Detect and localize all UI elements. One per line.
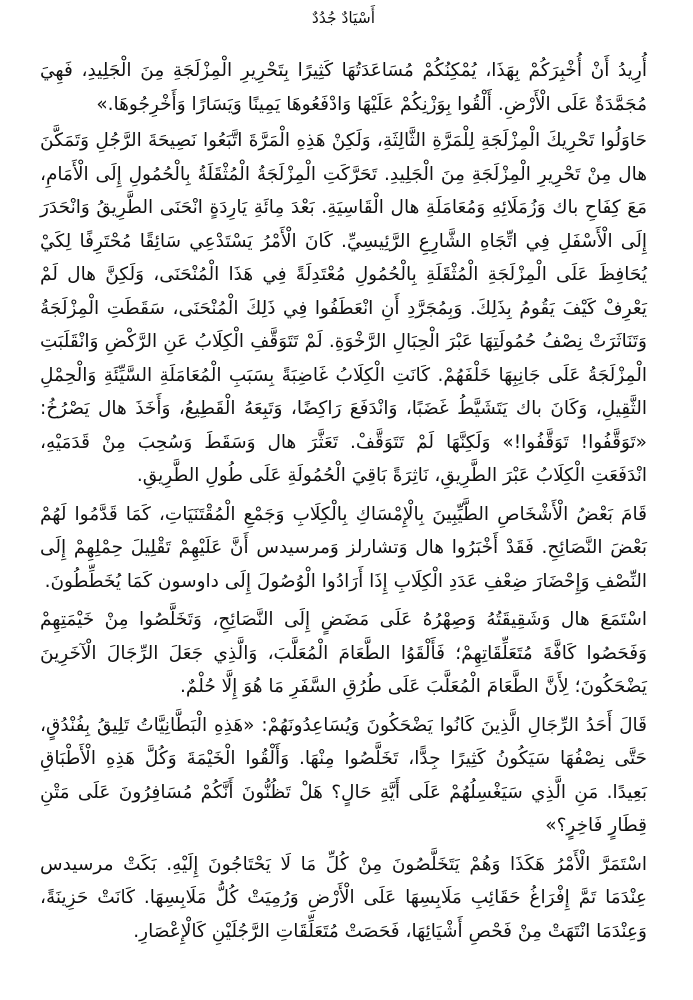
paragraph-5: قَالَ أَحَدُ الرِّجَالِ الَّذِينَ كَانُوا يَضْحَكُونَ وَيُسَاعِدُونَهُمْ: «هَذِهِ الْبَطَّانِيَّاتُ تَلِيقُ بِفُنْدُقٍ، حَتَّى نِصْفُهَا سَيَكُونُ كَثِيرًا جِدًّا، تَخَلَّصُوا مِنْهَا. وَأَلْقُوا الْخَيْمَةَ وَكُلَّ هَذِهِ الْأَطْبَاقِ بَعِيدًا. مَنِ الَّذِي سَيَغْسِلُهُمْ عَلَى أَيَّةِ حَالٍ؟ هَلْ تَظُنُّونَ أَنَّكُمْ مُسَافِرُونَ عَلَى مَتْنِ قِطَارٍ فَاخِرٍ؟» [40, 714, 647, 836]
paragraph-1: أُرِيدُ أَنْ أُخْبِرَكُمْ بِهَذَا، يُمْكِنُكُمْ مُسَاعَدَتُهَا كَثِيرًا بِتَحْرِيرِ الْمِزْلَجَةِ مِنَ الْجَلِيدِ، فَهِيَ مُجَمَّدَةٌ عَلَى الْأَرْضِ. أَلْقُوا بِوَزْنِكُمْ عَلَيْهَا وَادْفَعُوهَا يَمِينًا وَيَسَارًا وَأَخْرِجُوهَا.» [40, 60, 647, 115]
paragraph-4: اسْتَمَعَ هال وَشَقِيقَتُهُ وَصِهْرُهُ عَلَى مَضَضٍ إِلَى النَّصَائِحِ، وَتَخَلَّصُوا مِنْ خَيْمَتِهِمْ وَفَحَصُوا كَافَّةَ مُتَعَلِّقَاتِهِمْ؛ فَأَلْقَوُا الطَّعَامَ الْمُعَلَّبَ، وَالَّذِي جَعَلَ الرِّجَالَ الْآخَرِينَ يَضْحَكُونَ؛ لِأَنَّ الطَّعَامَ الْمُعَلَّبَ عَلَى طُرُقِ السَّفَرِ مَا هُوَ إِلَّا حُلْمٌ. [40, 609, 647, 697]
running-header: أَسْيَادٌ جُدُدٌ [311, 9, 376, 27]
paragraph-6: اسْتَمَرَّ الْأَمْرُ هَكَذَا وَهُمْ يَتَخَلَّصُونَ مِنْ كُلِّ مَا لَا يَحْتَاجُونَ إِلَيْهِ. بَكَتْ مرسيدس عِنْدَمَا تَمَّ إِفْرَاغُ حَقَائِبِ مَلَابِسِهَا عَلَى الْأَرْضِ وَرُمِيَتْ كُلُّ مَلَابِسِهَا. كَانَتْ حَزِينَةً، وَعِنْدَمَا انْتَهَتْ مِنْ فَحْصِ أَشْيَائِهَا، فَحَصَتْ مُتَعَلِّقَاتِ الرَّجُلَيْنِ كَالْإِعْصَارِ. [40, 853, 647, 942]
paragraph-3: قَامَ بَعْضُ الْأَشْخَاصِ الطَّيِّبِينَ بِالْإِمْسَاكِ بِالْكِلَابِ وَجَمْعِ الْمُقْتَنَيَاتِ، كَمَا قَدَّمُوا لَهُمْ بَعْضَ النَّصَائِحِ. فَقَدْ أَخْبَرُوا هال وَتشارلز وَمرسيدس أَنَّ عَلَيْهِمْ تَقْلِيلَ حِمْلِهِمْ إِلَى النِّصْفِ وَإِحْضَارَ ضِعْفِ عَدَدِ الْكِلَابِ إِذَا أَرَادُوا الْوُصُولَ إِلَى داوسون كَمَا يُخَطِّطُونَ. [40, 503, 647, 592]
paragraph-2: حَاوَلُوا تَحْرِيكَ الْمِزْلَجَةِ لِلْمَرَّةِ الثَّالِثَةِ، وَلَكِنْ هَذِهِ الْمَرَّةَ اتَّبَعُوا نَصِيحَةَ الرَّجُلِ وَتَمَكَّنَ هال مِنْ تَحْرِيرِ الْمِزْلَجَةِ مِنَ الْجَلِيدِ. تَحَرَّكَتِ الْمِزْلَجَةُ الْمُثْقَلَةُ بِالْحُمُولِ إِلَى الْأَمَامِ، مَعَ كِفَاحِ باك وَزُمَلَائِهِ وَمُعَامَلَةِ هال الْقَاسِيَةِ. بَعْدَ مِائَةِ يَارِدَةٍ انْحَنَى الطَّرِيقُ وَانْحَدَرَ إِلَى الْأَسْفَلِ فِي اتِّجَاهِ الشَّارِعِ الرَّئِيسِيِّ. كَانَ الْأَمْرُ يَسْتَدْعِي سَائِقًا مُحْتَرِفًا لِكَيْ يُحَافِظَ عَلَى الْمِزْلَجَةِ الْمُثْقَلَةِ بِالْحُمُولِ مُعْتَدِلَةً فِي هَذَا الْمُنْحَنَى، وَلَكِنَّ هال لَمْ يَعْرِفْ كَيْفَ يَقُومُ بِذَلِكَ. وَبِمُجَرَّدِ أَنِ انْعَطَفُوا فِي ذَلِكَ الْمُنْحَنَى، سَقَطَتِ الْمِزْلَجَةُ وَتَنَاثَرَتْ نِصْفُ حُمُولَتِهَا عَبْرَ الْحِبَالِ الرَّخْوَةِ. لَمْ تَتَوَقَّفِ الْكِلَابُ عَنِ الرَّكْضِ وَانْقَلَبَتِ الْمِزْلَجَةُ عَلَى جَانِبِهَا خَلْفَهُمْ. كَانَتِ الْكِلَابُ غَاضِبَةً بِسَبَبِ الْمُعَامَلَةِ السَّيِّئَةِ وَالْحِمْلِ الثَّقِيلِ، وَكَانَ باك يَتَشَيَّطُ غَضَبًا، وَانْدَفَعَ رَاكِضًا، وَتَبِعَهُ الْقَطِيعُ، وَأَخَذَ هال يَصْرُخُ: «تَوَقَّفُوا! تَوَقَّفُوا!» وَلَكِنَّهَا لَمْ تَتَوَقَّفْ. تَعَثَّرَ هال وَسَقَطَ وَسُحِبَ مِنْ قَدَمَيْهِ، انْدَفَعَتِ الْكِلَابُ عَبْرَ الطَّرِيقِ، نَاثِرَةً بَاقِيَ الْحُمُولَةِ عَلَى طُولِ الطَّرِيقِ. [40, 130, 647, 486]
